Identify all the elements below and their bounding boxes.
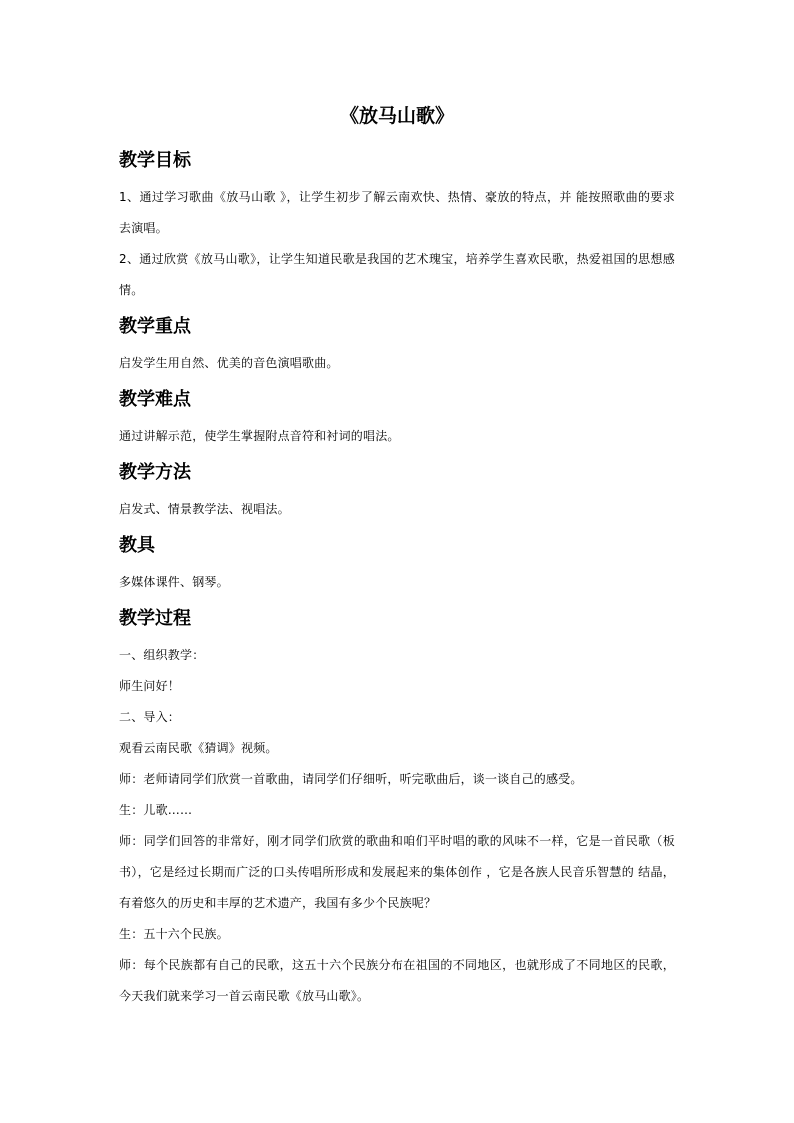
section-heading: 教学难点 (119, 389, 191, 410)
paragraph: 观看云南民歌《猜调》视频。 (119, 741, 278, 755)
document-body (119, 140, 675, 1012)
section-teaching-aids (119, 533, 675, 598)
paragraph: 1、通过学习歌曲《放马山歌 》，让学生初步了解云南欢快、热情、豪放的特点，并 能按照歌曲的要求去演唱。 (119, 190, 675, 235)
paragraph: 生：儿歌…… (119, 803, 193, 817)
paragraph: 启发学生用自然、优美的音色演唱歌曲。 (119, 356, 339, 370)
paragraph: 生：五十六个民族。 (119, 927, 229, 941)
section-heading: 教学重点 (119, 316, 191, 337)
paragraph: 师：每个民族都有自己的民歌，这五十六个民族分布在祖国的不同地区，也就形成了不同地区的民歌，今天我们就来学习一首云南民歌《放马山歌》。 (119, 958, 675, 1003)
section-methods (119, 460, 675, 525)
section-difficulties (119, 387, 675, 452)
paragraph: 2、通过欣赏《放马山歌》，让学生知道民歌是我国的艺术瑰宝，培养学生喜欢民歌，热爱祖国的思想感情。 (119, 252, 675, 297)
paragraph: 多媒体课件、钢琴。 (119, 575, 229, 589)
paragraph: 一、组织教学： (119, 648, 205, 662)
document-title: 《放马山歌》 (339, 105, 454, 127)
section-key-points (119, 314, 675, 379)
paragraph: 师：同学们回答的非常好，刚才同学们欣赏的歌曲和咱们平时唱的歌的风味不一样，它是一首民歌（板书），它是经过长期而广泛的口头传唱所形成和发展起来的集体创作 ，它是各族人民音乐智慧的 结晶，有着悠久的历史和丰厚的艺术遗产，我国有多少个民族呢？ (119, 834, 675, 910)
paragraph: 师：老师请同学们欣赏一首歌曲，请同学们仔细听，听完歌曲后，谈一谈自己的感受。 (119, 772, 583, 786)
section-teaching-process (119, 606, 675, 1012)
paragraph: 二、导入： (119, 710, 181, 724)
section-heading: 教学过程 (119, 608, 191, 629)
paragraph: 启发式、情景教学法、视唱法。 (119, 502, 290, 516)
paragraph: 师生问好！ (119, 679, 181, 693)
section-teaching-goals (119, 148, 675, 306)
section-heading: 教具 (119, 535, 155, 556)
section-heading: 教学目标 (119, 150, 191, 171)
paragraph: 通过讲解示范，使学生掌握附点音符和衬词的唱法。 (119, 429, 400, 443)
section-heading: 教学方法 (119, 462, 191, 483)
